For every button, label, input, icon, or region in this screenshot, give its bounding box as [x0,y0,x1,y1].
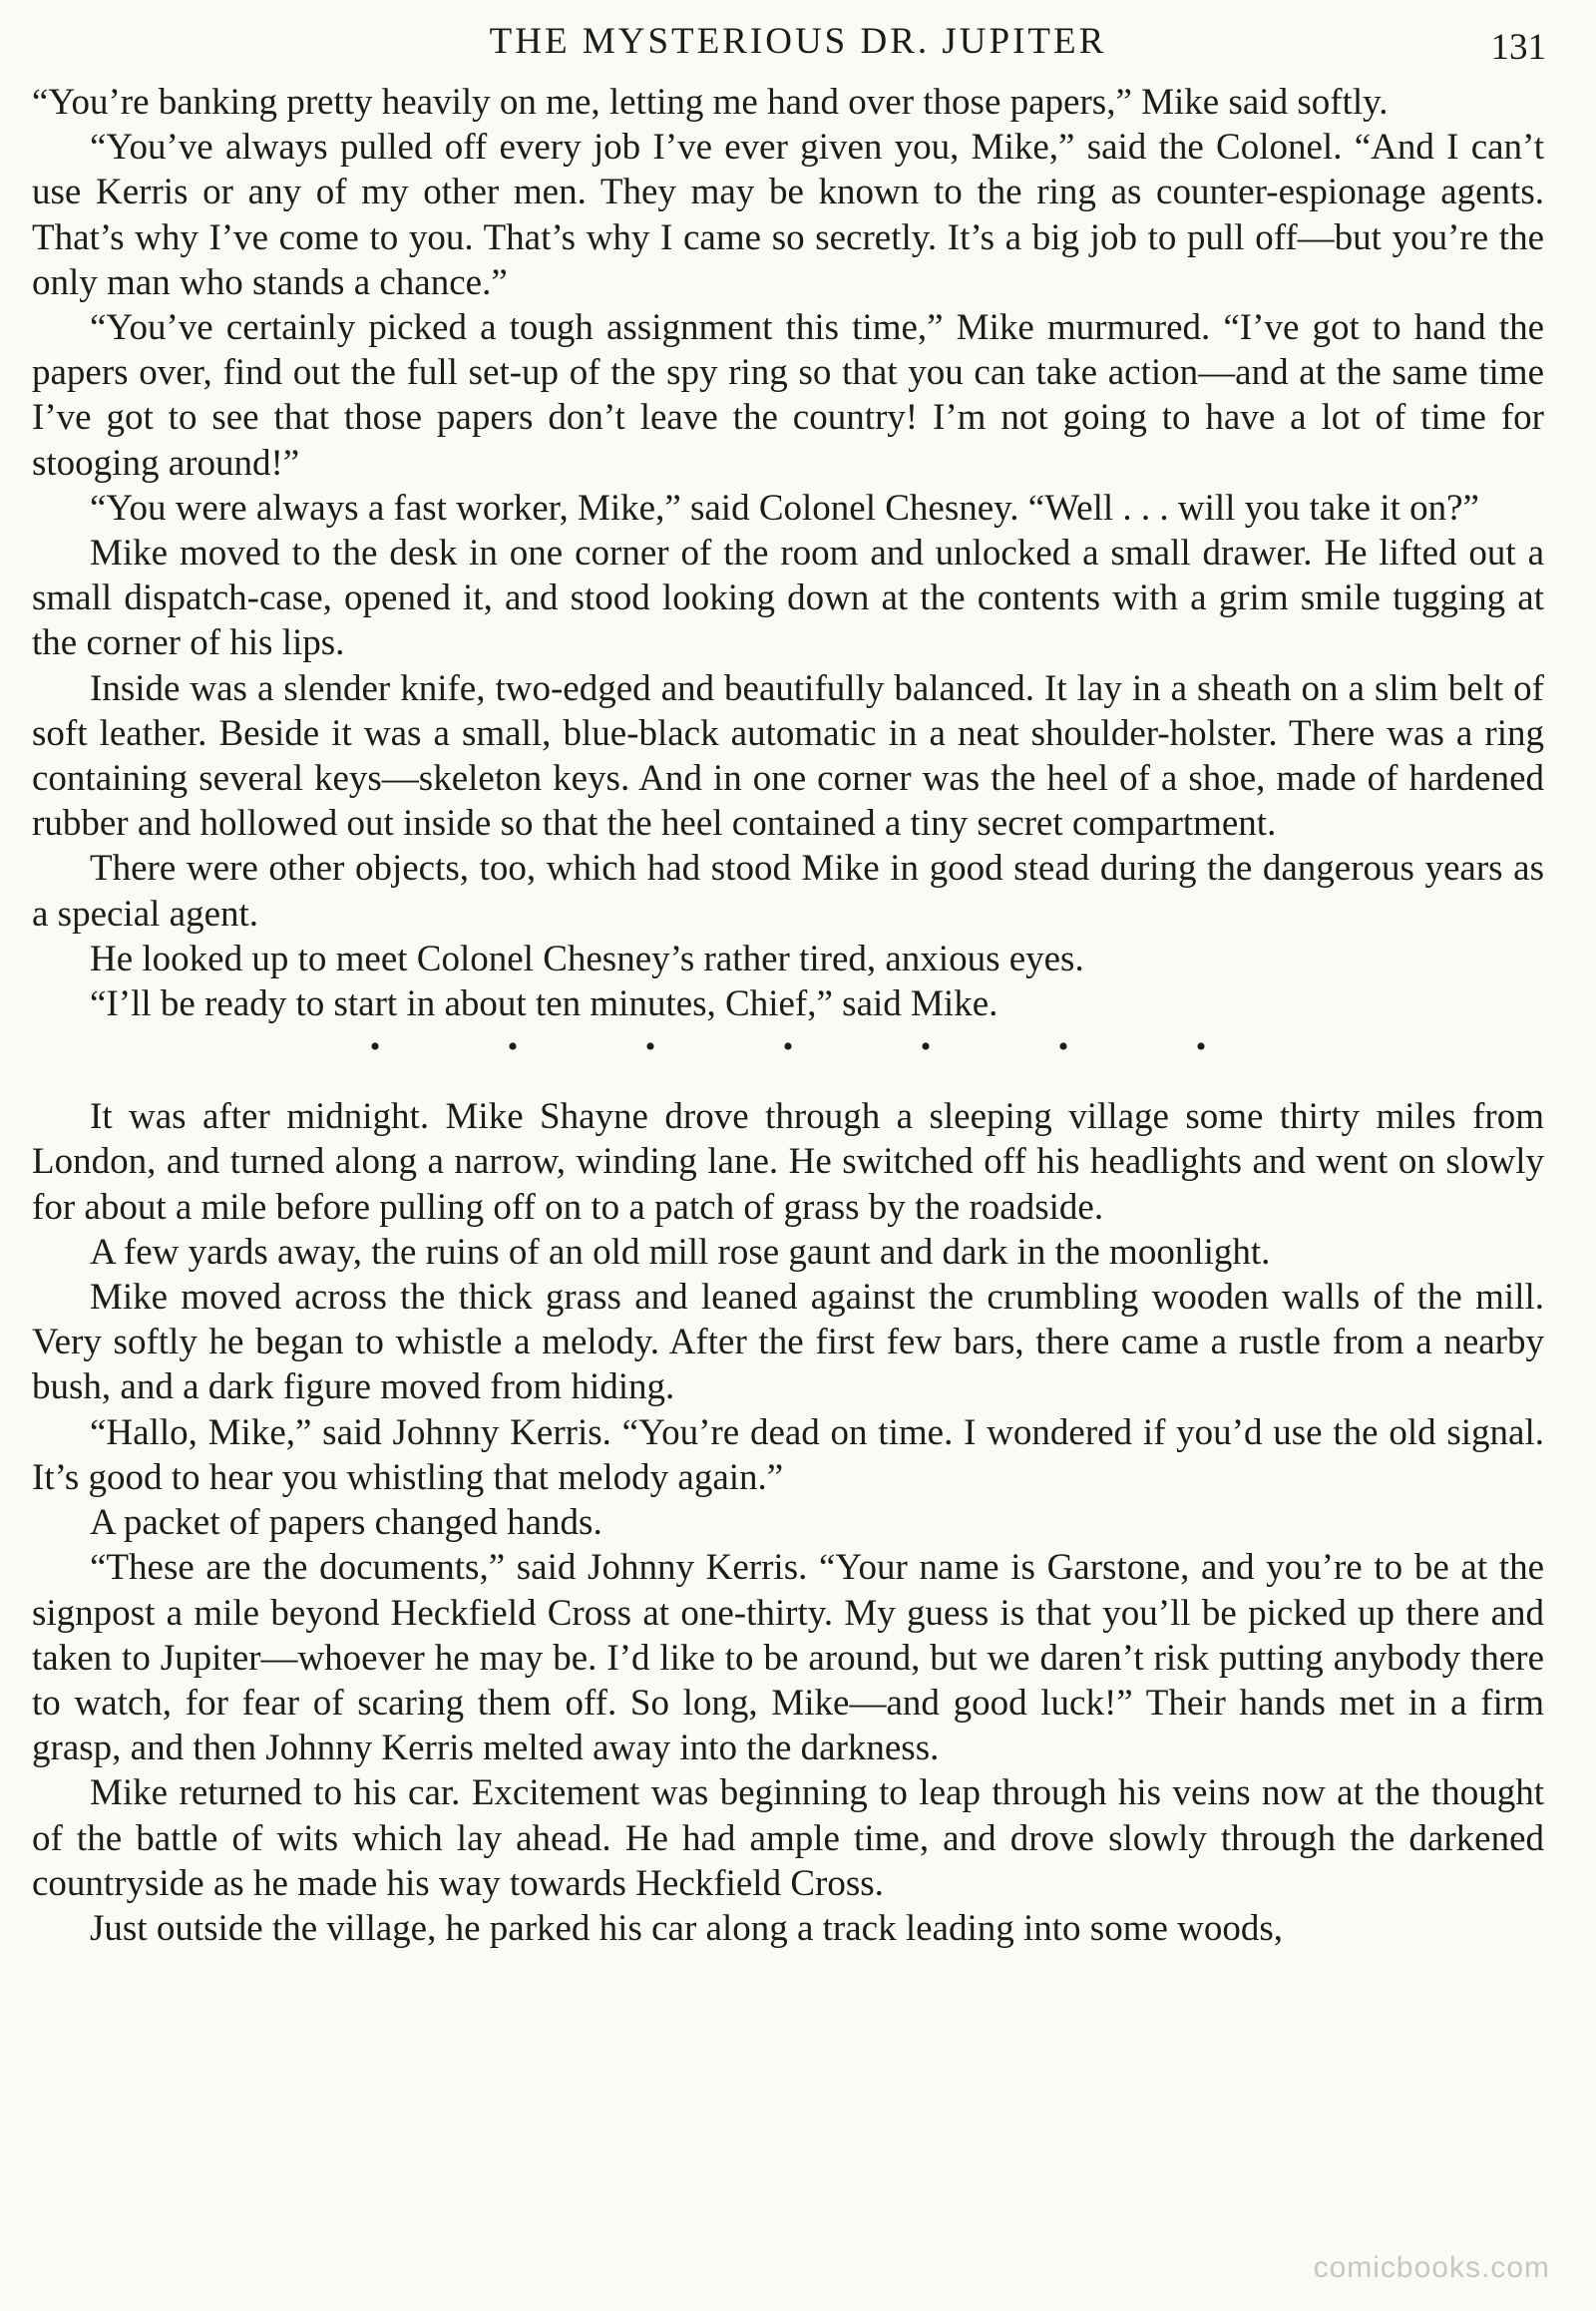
watermark: comicbooks.com [1313,2251,1550,2284]
paragraph: Mike moved across the thick grass and leaned against the crumbling wooden walls of the mill. Very softly he began to whistle a melody. After the first few bars, there came a rustle from a nearby bush, and a dark figure moved from hiding. [32,1277,1544,1408]
paragraph: Mike returned to his car. Excitement was beginning to leap through his veins now at the thought of the battle of wits which lay ahead. He had ample time, and drove slowly through the darkened countryside as he made his way towards Heckfield Cross. [32,1772,1544,1904]
paragraph: It was after midnight. Mike Shayne drove through a sleeping village some thirty miles from London, and turned along a narrow, winding lane. He switched off his headlights and went on slowly for about a mile before pulling off on to a patch of grass by the roadside. [32,1096,1544,1228]
section-break: • • • • • • • [369,1030,1267,1064]
paragraph: “Hallo, Mike,” said Johnny Kerris. “You’re dead on time. I wondered if you’d use the old signal. It’s good to hear you whistling that melody again.” [32,1411,1544,1498]
paragraph: A few yards away, the ruins of an old mill rose gaunt and dark in the moonlight. [90,1231,1271,1273]
page-number: 131 [1490,27,1546,68]
paragraph: “These are the documents,” said Johnny Kerris. “Your name is Garstone, and you’re to be at the signpost a mile beyond Heckfield Cross at one-thirty. My guess is that you’ll be picked up there and taken to Jupiter—whoever he may be. I’d like to be around, but we daren’t risk putting anybody there to watch, for fear of scaring them off. So long, Mike—and good luck!” Their hands met in a firm grasp, and then Johnny Kerris melted away into the darkness. [32,1547,1544,1769]
running-title: THE MYSTERIOUS DR. JUPITER [489,21,1107,62]
paragraph: “I’ll be ready to start in about ten minutes, Chief,” said Mike. [90,983,998,1025]
paragraph: “You’ve certainly picked a tough assignment this time,” Mike murmured. “I’ve got to hand the papers over, find out the full set-up of the spy ring so that you can take action—and at the same time I’ve got to see that those papers don’t leave the country! I’m not going to have a lot of time for stooging around!” [32,307,1544,484]
paragraph: “You’ve always pulled off every job I’ve ever given you, Mike,” said the Colonel. “And I can’t use Kerris or any of my other men. They may be known to the ring as counter-espionage agents. That’s why I’ve come to you. That’s why I came so secretly. It’s a big job to pull off—but you’re the only man who stands a chance.” [32,127,1544,303]
page-header [0,20,1596,72]
paragraph: Mike moved to the desk in one corner of the room and unlocked a small drawer. He lifted out a small dispatch-case, opened it, and stood looking down at the contents with a grim smile tugging at the corner of his lips. [32,533,1544,664]
paragraph: “You were always a fast worker, Mike,” said Colonel Chesney. “Well . . . will you take it on?” [90,487,1479,529]
paragraph: A packet of papers changed hands. [90,1502,602,1544]
paragraph: “You’re banking pretty heavily on me, letting me hand over those papers,” Mike said softly. [32,82,1389,123]
paragraph: There were other objects, too, which had stood Mike in good stead during the dangerous years as a special agent. [32,848,1544,935]
page-body [32,80,1544,1951]
paragraph: Inside was a slender knife, two-edged and beautifully balanced. It lay in a sheath on a slim belt of soft leather. Beside it was a small, blue-black automatic in a neat shoulder-holster. There was a ring containing several keys—skeleton keys. And in one corner was the heel of a shoe, made of hardened rubber and hollowed out inside so that the heel contained a tiny secret compartment. [32,667,1544,845]
paragraph: He looked up to meet Colonel Chesney’s rather tired, anxious eyes. [90,938,1084,979]
paragraph: Just outside the village, he parked his car along a track leading into some woods, [90,1907,1284,1949]
